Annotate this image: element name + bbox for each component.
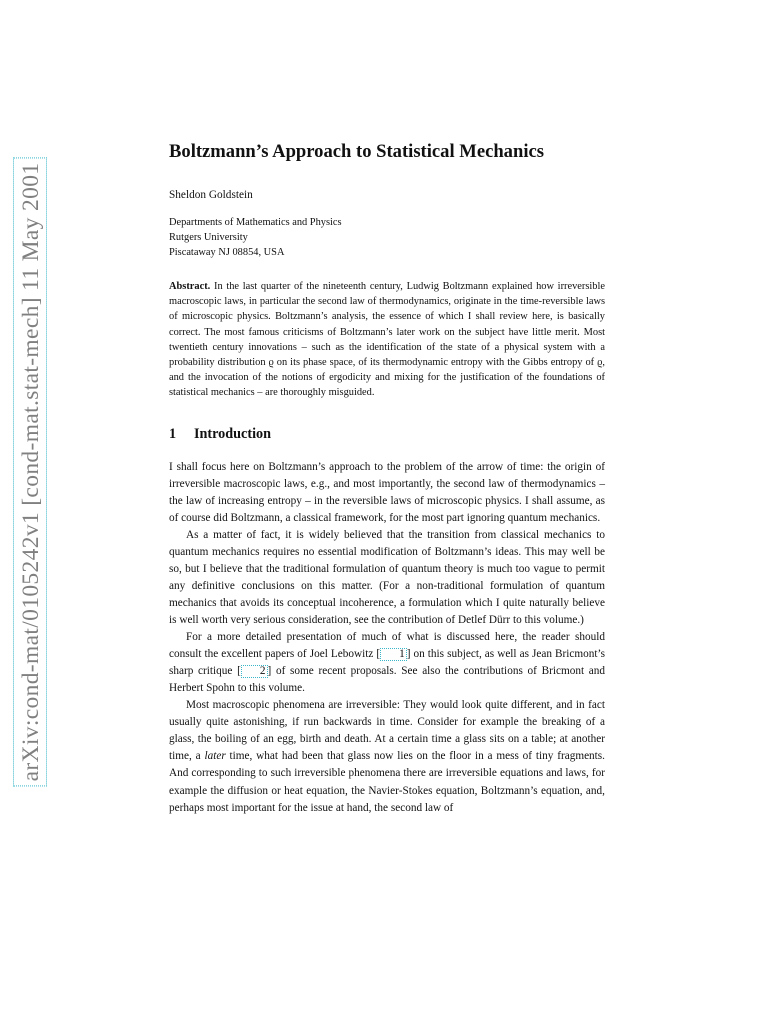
section-body	[169, 459, 605, 817]
abstract-text: In the last quarter of the nineteenth century, Ludwig Boltzmann explained how irreversible macroscopic laws, in particular the second law of thermodynamics, originate in the time-reversible laws of microscopic physics. Boltzmann’s analysis, the essence of which I shall review here, is basically correct. The most famous criticisms of Boltzmann’s later work on the subject have little merit. Most twentieth century innovations – such as the identification of the state of a physical system with a probability distribution ϱ on its phase space, of its thermodynamic entropy with the Gibbs entropy of ϱ, and the invocation of the notions of ergodicity and mixing for the justification of the foundations of statistical mechanics – are thoroughly misguided.	[169, 281, 605, 399]
paragraph-text: on this subject, as well as Jean Bricmont’s sharp critique	[169, 648, 605, 678]
arxiv-sidebar	[6, 128, 54, 816]
author-affiliation	[169, 215, 605, 260]
affiliation-line: Departments of Mathematics and Physics	[169, 217, 342, 228]
paragraph-text: Most macroscopic phenomena are irreversible: They would look quite different, and in fact usually quite astonishing, if run backwards in time. Consider for example the breaking of a glass, the boiling of an egg, birth and death. At a certain time a glass sits on a table; at another time, a	[169, 699, 605, 763]
paper-title: Boltzmann’s Approach to Statistical Mechanics	[169, 141, 544, 162]
paper-page	[169, 140, 605, 817]
paragraph-text: of some recent proposals. See also the contributions of Bricmont and Herbert Spohn to this volume.	[169, 665, 606, 695]
citation-link[interactable]: 2	[241, 665, 268, 678]
paragraph	[169, 697, 605, 816]
affiliation-line: Rutgers University	[169, 232, 248, 243]
author-name: Sheldon Goldstein	[169, 189, 253, 201]
abstract-label: Abstract.	[169, 281, 211, 292]
abstract	[169, 279, 605, 401]
paragraph: I shall focus here on Boltzmann’s approach to the problem of the arrow of time: the origin of irreversible macroscopic laws, e.g., and most importantly, the second law of thermodynamics – the law of increasing entropy – in the reversible laws of microscopic physics. I shall assume, as of course did Boltzmann, a classical framework, for the most part ignoring quantum mechanics.	[169, 460, 605, 524]
section-heading	[169, 424, 605, 444]
paragraph: As a matter of fact, it is widely believed that the transition from classical mechanics to quantum mechanics requires no essential modification of Boltzmann’s ideas. This may well be so, but I believe that the traditional formulation of quantum theory is much too vague to permit any definitive conclusions on this matter. (For a non-traditional formulation of quantum mechanics that avoids its conceptual incoherence, a formulation which I quite naturally believe is well worth very serious consideration, see the contribution of Detlef Dürr to this volume.)	[169, 528, 605, 627]
affiliation-line: Piscataway NJ 08854, USA	[169, 247, 285, 258]
paragraph: For a more detailed presentation of much of what is discussed here, the reader should consult the excellent papers of Joel Lebowitz [ 1 ] on this subject, as well as Jean Bricmont’s sharp critique [ 2 ] of some recent proposals. See also the contributions of Bricmont and Herbert Spohn to this volume.	[169, 631, 606, 695]
paragraph-text: For a more detailed presentation of much of what is discussed here, the reader should consult the excellent papers of Joel Lebowitz	[169, 631, 605, 661]
emphasis-text: later	[204, 750, 226, 763]
section-number: 1	[169, 425, 177, 442]
citation-link[interactable]: 1	[380, 648, 407, 661]
paragraph-text: time, what had been that glass now lies on the floor in a mess of tiny fragments. And corresponding to such irreversible phenomena there are irreversible equations and laws, for example the diffusion or heat equation, the Navier-Stokes equation, Boltzmann’s equation, and, perhaps most important for the issue at hand, the second law of	[169, 750, 605, 814]
arxiv-identifier-link[interactable]: arXiv:cond-mat/0105242v1 [cond-mat.stat-mech] 11 May 2001	[13, 158, 47, 787]
section-title: Introduction	[194, 425, 271, 442]
